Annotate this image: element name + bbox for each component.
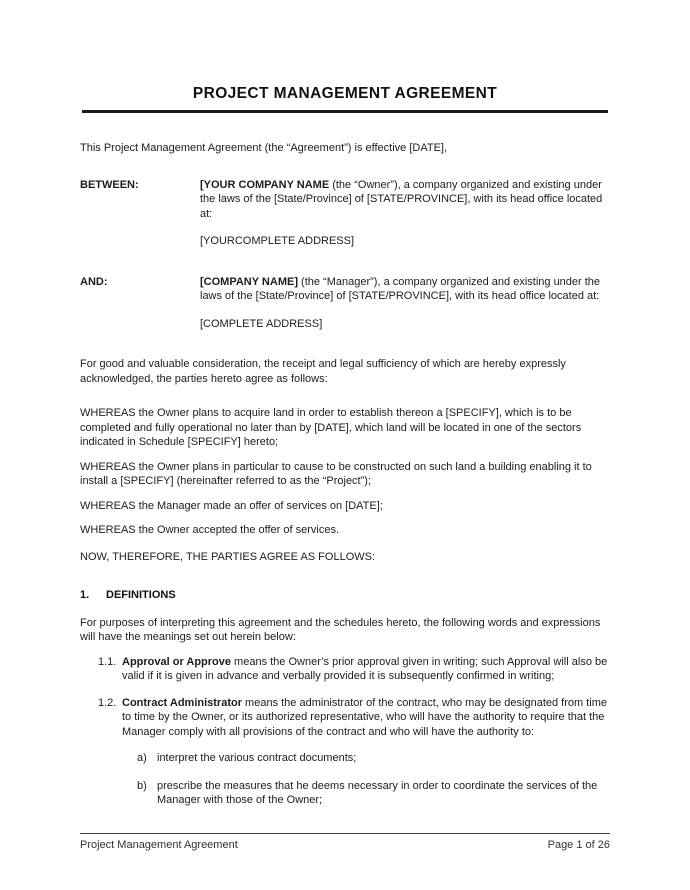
definition-item-1-2 [80, 696, 610, 740]
sub-item-b-text: prescribe the measures that he deems necessary in order to coordinate the services of the Manager with those of the Owner; [157, 779, 598, 806]
sub-item-a [80, 751, 610, 766]
definition-1-1-text: means the Owner’s prior approval given in writing; such Approval will also be valid if it is given in advance and verbally provided it is subsequently confirmed in writing; [122, 655, 608, 682]
whereas-clause-1: WHEREAS the Owner plans to acquire land in order to establish thereon a [SPECIFY], which is to be completed and fully operational no later than by [DATE], which land will be located in one of the sectors indicated in Schedule [SPECIFY] hereto; [80, 407, 582, 448]
definition-1-2-text: means the administrator of the contract, who may be designated from time to time by the Owner, or its authorized representative, who will have the authority to require that the Manager comply with all provisions of the contract and who will have the authority to: [122, 696, 608, 738]
party-between-label: BETWEEN: [80, 178, 139, 191]
sub-item-b-marker: b) [137, 779, 147, 792]
footer-document-name: Project Management Agreement [80, 839, 238, 851]
party-between-company-name: [YOUR COMPANY NAME [200, 178, 330, 191]
definition-1-2-number: 1.2. [98, 696, 117, 709]
definition-1-1-body [122, 655, 610, 684]
footer-page-number: Page 1 of 26 [547, 839, 610, 851]
section-1-number: 1. [80, 589, 90, 601]
party-and-description [200, 275, 610, 304]
definition-1-1-number: 1.1. [98, 655, 117, 668]
party-between-body [200, 178, 610, 249]
whereas-clause-3: WHEREAS the Manager made an offer of services on [DATE]; [80, 499, 383, 512]
sub-item-b [80, 779, 610, 808]
party-between-block [80, 178, 610, 249]
party-and-company-name: [COMPANY NAME] [200, 275, 298, 288]
section-1-heading [80, 588, 610, 603]
sub-item-a-text: interpret the various contract documents; [157, 752, 357, 764]
party-and-body [200, 275, 610, 332]
party-and-label: AND: [80, 275, 108, 288]
party-and-text: (the “Manager”), a company organized and existing under the laws of the [State/Province] of [STATE/PROVINCE], with its head office located at: [200, 275, 601, 302]
party-and-address: [COMPLETE ADDRESS] [200, 317, 323, 330]
definition-1-2-body [122, 696, 610, 740]
title-underline-rule [82, 110, 608, 113]
definition-1-2-term: Contract Administrator [122, 696, 242, 709]
definition-1-1-term: Approval or Approve [122, 655, 231, 668]
page-footer [80, 833, 610, 853]
party-and-block [80, 275, 610, 332]
whereas-clause-4: WHEREAS the Owner accepted the offer of services. [80, 524, 340, 536]
section-1-title: DEFINITIONS [106, 589, 176, 601]
consideration-paragraph: For good and valuable consideration, the receipt and legal sufficiency of which are hereby expressly acknowledged, the parties hereto agree as follows: [80, 358, 566, 385]
party-between-description [200, 178, 610, 222]
sub-item-a-marker: a) [137, 752, 147, 764]
whereas-clause-2: WHEREAS the Owner plans in particular to cause to be constructed on such land a building enabling it to install a [SPECIFY] (hereinafter referred to as the “Project”); [80, 460, 592, 487]
now-therefore-line: NOW, THEREFORE, THE PARTIES AGREE AS FOLLOWS: [80, 550, 376, 563]
section-1-intro: For purposes of interpreting this agreement and the schedules hereto, the following words and expressions will have the meanings set out herein below: [80, 616, 601, 643]
party-between-address: [YOURCOMPLETE ADDRESS] [200, 235, 355, 247]
party-between-text: (the “Owner”), a company organized and existing under the laws of the [State/Province] of [STATE/PROVINCE], with its head office located at: [200, 178, 603, 220]
definition-item-1-1 [80, 655, 610, 684]
document-title: PROJECT MANAGEMENT AGREEMENT [192, 85, 498, 102]
intro-paragraph: This Project Management Agreement (the “Agreement”) is effective [DATE], [80, 142, 448, 154]
